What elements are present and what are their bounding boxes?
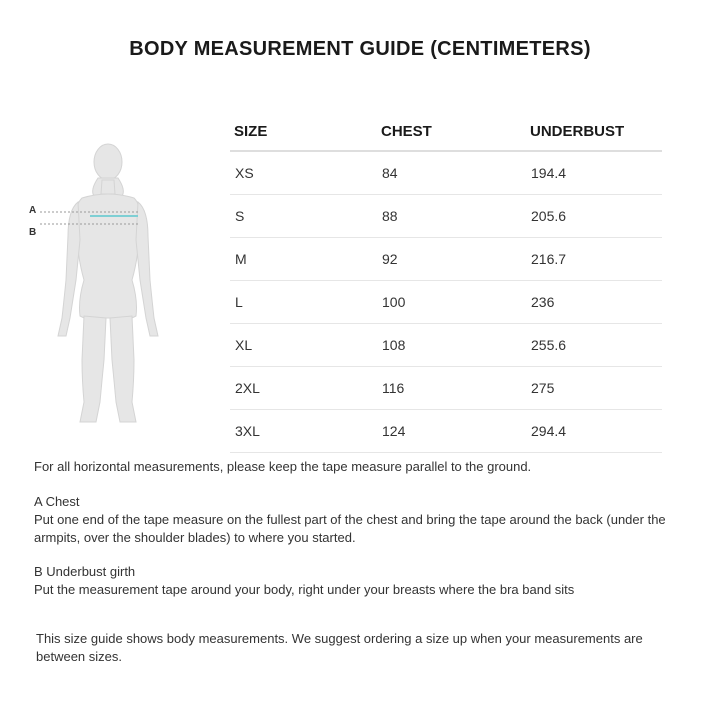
header-chest: CHEST: [377, 112, 526, 151]
marker-b-label: B: [29, 227, 37, 238]
cell-underbust: 216.7: [526, 238, 662, 281]
cell-size: M: [230, 238, 377, 281]
cell-chest: 92: [377, 238, 526, 281]
footer-note: This size guide shows body measurements. We suggest ordering a size up when your measurements are between sizes.: [36, 631, 643, 664]
marker-a-label: A: [29, 205, 37, 216]
table-row: [230, 238, 662, 281]
page-title: BODY MEASUREMENT GUIDE (CENTIMETERS): [129, 38, 591, 60]
cell-size: XS: [230, 151, 377, 195]
body-figure: [20, 140, 190, 440]
female-silhouette-icon: [20, 140, 190, 440]
cell-chest: 124: [377, 410, 526, 453]
intro-note: For all horizontal measurements, please keep the tape measure parallel to the ground.: [34, 459, 532, 474]
cell-size: S: [230, 195, 377, 238]
table-row: [230, 410, 662, 453]
cell-size: 2XL: [230, 367, 377, 410]
cell-size: 3XL: [230, 410, 377, 453]
table-row: [230, 367, 662, 410]
cell-chest: 116: [377, 367, 526, 410]
table-row: [230, 324, 662, 367]
cell-underbust: 294.4: [526, 410, 662, 453]
cell-chest: 100: [377, 281, 526, 324]
cell-underbust: 255.6: [526, 324, 662, 367]
chest-description: Put one end of the tape measure on the fullest part of the chest and bring the tape around the back (under the armpits, over the shoulder blades) to where you started.: [34, 512, 666, 545]
cell-underbust: 194.4: [526, 151, 662, 195]
underbust-description: Put the measurement tape around your body, right under your breasts where the bra band sits: [34, 582, 575, 597]
cell-size: XL: [230, 324, 377, 367]
size-table: [230, 112, 662, 453]
cell-underbust: 236: [526, 281, 662, 324]
cell-chest: 108: [377, 324, 526, 367]
table-header-row: [230, 112, 662, 151]
cell-chest: 88: [377, 195, 526, 238]
cell-chest: 84: [377, 151, 526, 195]
table-row: [230, 195, 662, 238]
header-underbust: UNDERBUST: [526, 112, 662, 151]
chest-heading: A Chest: [34, 494, 80, 509]
header-size: SIZE: [230, 112, 377, 151]
cell-underbust: 205.6: [526, 195, 662, 238]
table-row: [230, 281, 662, 324]
cell-underbust: 275: [526, 367, 662, 410]
cell-size: L: [230, 281, 377, 324]
underbust-heading: B Underbust girth: [34, 564, 136, 579]
table-row: [230, 151, 662, 195]
